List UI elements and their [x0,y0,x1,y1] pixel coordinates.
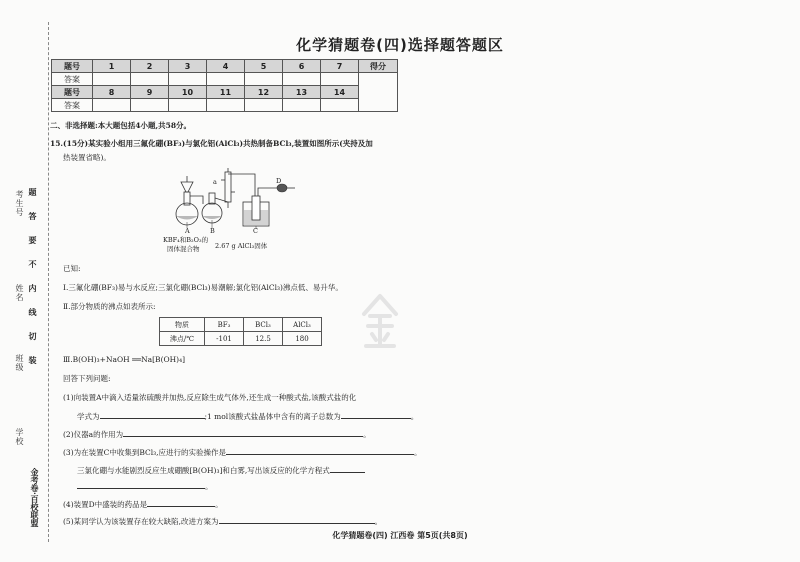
table-cell: 180 [283,332,322,346]
table-header: AlCl₃ [283,318,322,332]
answer-cell[interactable] [321,73,359,86]
sub-question-5-end: 。 [374,517,383,526]
sub-question-2-end: 。 [363,430,371,439]
label-C: C [253,227,258,235]
answer-blank[interactable] [100,411,205,419]
question-number: 5 [245,60,283,73]
sub-question-1-text-a: 学式为 [77,412,100,421]
page-title: 化学猜题卷(四)选择题答题区 [296,36,504,54]
answer-blank[interactable] [226,447,414,455]
margin-label-class: 班级 [15,354,24,372]
label-A-desc1: KBF₄和B₂O₃的 [163,236,209,244]
sub-question-3 [63,447,422,458]
question-15-line1 [50,139,373,149]
answer-cell[interactable] [321,99,359,112]
sub-question-4-text: (4)装置D中盛装的药品是 [63,500,148,509]
seal-char: 切 [28,332,38,340]
sub-question-3-text: (3)为在装置C中收集到BCl₃,应进行的实验操作是 [63,448,227,457]
label-B-desc: 2.67 g AlCl₃固体 [215,242,268,250]
answer-cell[interactable] [131,73,169,86]
answer-cell[interactable] [283,99,321,112]
label-B: B [210,227,215,235]
answer-cell[interactable] [169,99,207,112]
page-footer: 化学猜题卷(四) 江西卷 第5页(共8页) [332,531,468,540]
seal-char: 不 [28,260,38,268]
question-number: 3 [169,60,207,73]
sub-question-4-end: 。 [215,500,223,509]
answer-blank[interactable] [341,411,411,419]
label-D: D [276,177,282,185]
apparatus-drawing [155,168,305,230]
row-label: 题号 [52,86,93,99]
row-label: 答案 [52,73,93,86]
question-15-text: 15.(15分)某实验小组用三氟化硼(BF₃)与氯化铝(AlCl₃)共热制备BCl₃,装置如图所示(夹持及加 [50,139,373,148]
sub-question-5-text: (5)某同学认为该装置存在较大缺陷,改进方案为 [63,517,219,526]
sub-question-1: (1)向装置A中滴入适量浓硫酸并加热,反应除生成气体外,还生成一种酸式盐,该酸式盐的化 [63,393,357,402]
sub-question-3-end: 。 [414,448,422,457]
question-number: 13 [283,86,321,99]
answer-prompt: 回答下列问题: [63,374,111,383]
answer-cell[interactable] [93,99,131,112]
question-number: 9 [131,86,169,99]
question-number: 10 [169,86,207,99]
table-row [52,73,398,86]
seal-char: 内 [28,284,38,292]
sub-question-3-end-2: 。 [205,482,213,491]
sub-question-1-line2 [77,411,418,422]
margin-label-student-id: 考生号 [15,190,24,217]
brand-label: 金考卷·百校联盟 [30,468,40,527]
table-row [160,332,322,346]
answer-cell[interactable] [131,99,169,112]
table-header: 物质 [160,318,205,332]
answer-cell[interactable] [93,73,131,86]
table-cell: -101 [205,332,244,346]
answer-blank[interactable] [123,429,363,437]
table-row [52,60,398,73]
answer-cell[interactable] [169,73,207,86]
table-header: BCl₃ [244,318,283,332]
table-header: BF₃ [205,318,244,332]
sub-question-3-line2 [77,465,365,476]
table-cell: 沸点/℃ [160,332,205,346]
sub-question-3-line3 [77,481,213,492]
seal-char: 题 [28,188,38,196]
apparatus-diagram [155,168,305,253]
sub-question-4 [63,499,223,510]
label-a: a [213,178,217,186]
question-number: 7 [321,60,359,73]
boiling-point-table [159,317,322,346]
question-number: 6 [283,60,321,73]
answer-blank[interactable] [77,481,205,489]
score-label: 得分 [359,60,398,73]
question-number: 11 [207,86,245,99]
question-number: 2 [131,60,169,73]
known-item-2: Ⅱ.部分物质的沸点如表所示: [63,302,156,311]
known-item-1: Ⅰ.三氟化硼(BF₃)易与水反应;三氯化硼(BCl₃)易潮解;氯化铝(AlCl₃)沸点低、易升华。 [63,283,343,292]
answer-blank[interactable] [330,465,365,473]
sub-question-1-text-b: ;1 mol该酸式盐晶体中含有的离子总数为 [204,412,341,421]
question-number: 14 [321,86,359,99]
sub-question-3-text-b: 三氯化硼与水能剧烈反应生成硼酸[B(OH)₃]和白雾,写出该反应的化学方程式 [77,466,330,475]
question-number: 12 [245,86,283,99]
answer-cell[interactable] [207,73,245,86]
table-cell: 12.5 [244,332,283,346]
binding-line [48,22,49,542]
table-row [160,318,322,332]
table-row [52,86,398,99]
label-A-desc2: 固体混合物 [167,245,200,253]
section-heading: 二、非选择题:本大题包括4小题,共58分。 [50,121,192,130]
known-heading: 已知: [63,264,81,273]
seal-char: 要 [28,236,38,244]
seal-char: 装 [28,356,38,364]
answer-cell[interactable] [283,73,321,86]
margin-label-name: 姓名 [15,284,24,302]
watermark-icon [360,292,400,352]
question-number: 4 [207,60,245,73]
question-number: 1 [93,60,131,73]
answer-cell[interactable] [245,73,283,86]
answer-cell[interactable] [245,99,283,112]
row-label: 答案 [52,99,93,112]
sub-question-2-text: (2)仪器a的作用为 [63,430,124,439]
seal-char: 线 [28,308,38,316]
answer-cell[interactable] [207,99,245,112]
known-item-3: Ⅲ.B(OH)₃+NaOH ══Na[B(OH)₄] [63,355,186,364]
row-label: 题号 [52,60,93,73]
sub-question-2 [63,429,371,440]
answer-blank[interactable] [147,499,215,507]
margin-label-school: 学校 [15,428,24,446]
answer-blank[interactable] [219,516,375,524]
sub-question-1-end: 。 [410,412,419,421]
answer-table [51,59,398,112]
seal-char: 答 [28,212,38,220]
sub-question-5 [63,516,382,527]
score-cell[interactable] [359,73,398,112]
question-number: 8 [93,86,131,99]
label-A: A [185,227,190,235]
table-row [52,99,398,112]
question-15-line2: 热装置省略)。 [63,153,111,162]
